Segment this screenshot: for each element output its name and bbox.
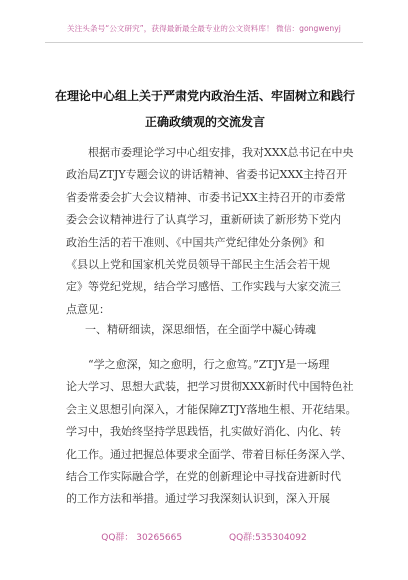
paragraph-section1 [66,354,356,511]
title-line-1: 在理论中心组上关于严肃党内政治生活、牢固树立和践行 [54,89,355,103]
paragraph-line: 省委常委会扩大会议精神、市委书记XX主持召开的市委常 [66,190,346,204]
paragraph-line: 政治生活的若干准则、《中国共产党纪律处分条例》和 [66,235,325,249]
header-divider [45,42,363,43]
paragraph-line: 学习中，我始终坚持学思践悟，扎实做好消化、内化、转 [66,425,341,439]
paragraph-line: 委会会议精神进行了认真学习，重新研读了新形势下党内 [66,213,341,227]
paragraph-line: 根据市委理论学习中心组安排，我对XXX总书记在中央 [88,146,354,159]
title-line-2: 正确政绩观的交流发言 [144,115,265,129]
paragraph-line: “学之愈深，知之愈明，行之愈笃。”ZTJY是一场理 [88,358,330,371]
paragraph-line: 结合工作实际融合学，在党的创新理论中寻找奋进新时代 [66,470,341,484]
footer-qq-group-1: QQ群： 30265665 [101,533,183,543]
section-heading-1: 一、精研细读，深思细悟，在全面学中凝心铸魂 [85,323,316,336]
paragraph-intro [66,142,356,321]
footer-qq-group-2: QQ群:535304092 [228,533,307,543]
paragraph-line: 的工作方法和举措。通过学习我深刻认识到，深入开展 [66,492,330,506]
paragraph-line: 政治局ZTJY专题会议的讲话精神、省委书记XXX主持召开 [66,168,348,182]
paragraph-line: 《县以上党和国家机关党员领导干部民主生活会若干规 [66,258,330,272]
document-title [44,83,366,135]
paragraph-line: 定》等党纪党规，结合学习感悟、工作实践与大家交流三 [66,280,341,294]
footer-contact [0,530,408,543]
paragraph-line: 论大学习、思想大武装，把学习贯彻XXX新时代中国特色社 [66,380,354,394]
paragraph-line: 点意见： [66,302,110,316]
header-promo-text: 关注头条号“公文研究”，获得最新最全最专业的公文资料库！ 微信：gongwenyj [67,24,341,33]
paragraph-line: 化工作。通过把握总体要求全面学、带着目标任务深入学、 [66,447,352,461]
paragraph-line: 会主义思想引向深入，才能保障ZTJY落地生根、开花结果。 [66,402,357,416]
